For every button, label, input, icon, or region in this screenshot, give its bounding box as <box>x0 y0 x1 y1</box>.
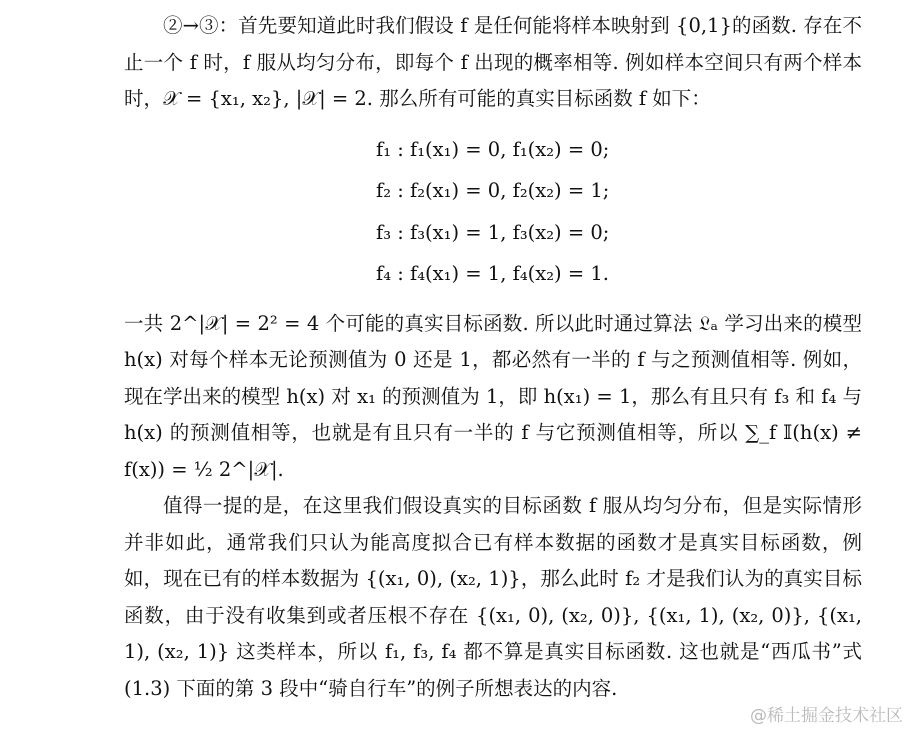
equation-block <box>376 129 862 295</box>
paragraph-explanation: 一共 2^|𝒳| = 2² = 4 个可能的真实目标函数. 所以此时通过算法 𝔏ₐ 学习出来的模型 h(x) 对每个样本无论预测值为 0 还是 1，都必然有一半的 f 与之预测值相等. 例如，现在学出来的模型 h(x) 对 x₁ 的预测值为 1，即 h(x₁) = 1，那么有且只有 f₃ 和 f₄ 与 h(x) 的预测值相等，也就是有且只有一半的 f 与它预测值相等，所以 ∑_f 𝕀(h(x) ≠ f(x)) = ½ 2^|𝒳|. <box>124 311 862 481</box>
equation-f1: f₁ : f₁(x₁) = 0, f₁(x₂) = 0; <box>376 137 610 161</box>
document-body <box>124 8 862 707</box>
equation-f2: f₂ : f₂(x₁) = 0, f₂(x₂) = 1; <box>376 179 610 202</box>
paragraph-remark: 值得一提的是，在这里我们假设真实的目标函数 f 服从均匀分布，但是实际情形并非如此，通常我们只认为能高度拟合已有样本数据的函数才是真实目标函数，例如，现在已有的样本数据为 {(x₁, 0), (x₂, 1)}，那么此时 f₂ 才是我们认为的真实目标函数，由于没有收集到或者压根不存在 {(x₁, 0), (x₂, 0)}, {(x₁, 1), (x₂, 0)}, {(x₁, 1), (x₂, 1)} 这类样本，所以 f₁, f₃, f₄ 都不算是真实目标函数. 这也就是“西瓜书”式 (1.3) 下面的第 3 段中“骑自行车”的例子所想表达的内容. <box>124 494 862 700</box>
paragraph-intro: ②→③：首先要知道此时我们假设 f 是任何能将样本映射到 {0,1}的函数. 存在不止一个 f 时，f 服从均匀分布，即每个 f 出现的概率相等. 例如样本空间只有两个样本时，𝒳 = {x₁, x₂}, |𝒳| = 2. 那么所有可能的真实目标函数 f 如下： <box>124 14 862 110</box>
equation-f4: f₄ : f₄(x₁) = 1, f₄(x₂) = 1. <box>376 262 610 285</box>
equation-f3: f₃ : f₃(x₁) = 1, f₃(x₂) = 0; <box>376 220 610 244</box>
watermark: @稀土掘金技术社区 <box>750 706 903 726</box>
